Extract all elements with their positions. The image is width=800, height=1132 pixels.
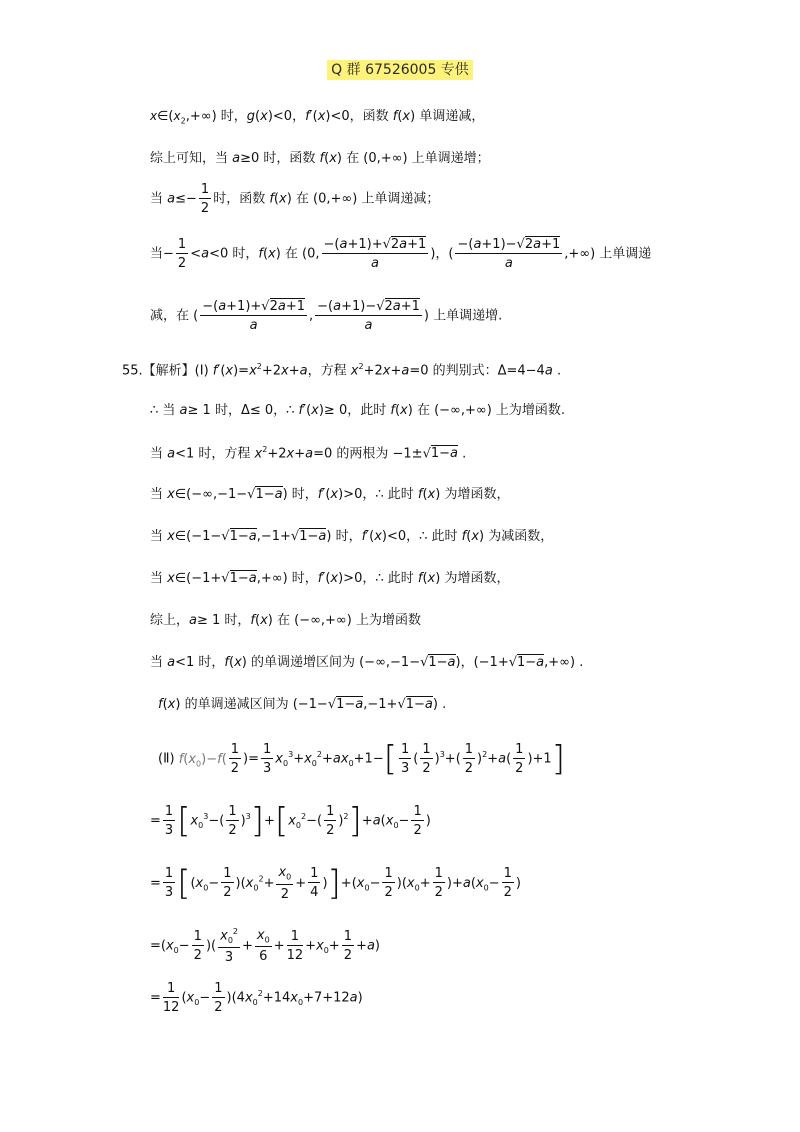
text-line-2: 当 a≤− $\frac{1}{2}$ 时，函数 f(x) 在 (0,+∞) 上单调递减； [150, 182, 440, 216]
text-line-17: $=(x_0-$ $\frac{1}{2}$ )( $\frac{x_0^2}{3}$ + $\frac{x_0}{6}$ + $\frac{1}{12}$ $+x_0+$ $\frac{1}{2}$ +a) [150, 927, 380, 965]
text-line-18: = $\frac{1}{12}$ ($x_0-$ $\frac{1}{2}$ )$(4x_0^2+14x_0+7+12a)$ [150, 981, 363, 1015]
text-line-11: 综上，a≥ 1 时，f(x) 在 (−∞,+∞) 上为增函数 [150, 613, 421, 628]
text-line-4: 减，在 ( $\frac{-(a+1)+√2a+1}{a}$ , $\frac{-(a+1)-√2a+1}{a}$ ) 上单调递增. [150, 299, 503, 333]
text-line-1: 综上可知，当 a≥0 时，函数 f(x) 在 (0,+∞) 上单调递增； [150, 151, 490, 166]
text-line-14: (Ⅱ) $f(x_0)-f$( $\frac{1}{2}$ )= $\frac{1}{3}$ $x_0^3+x_0^2+ax_0+1-$[ $\frac{1}{3}$ ( $\frac{1}{2}$ )$^3$+( $\frac{1}{2}$ )$^2$+a( $\frac{1}{2}$ )+1] [158, 739, 565, 779]
text-line-5: 55.【解析】(Ⅰ) $f'(x)=x^2+2x+a$，方程 $x^2+2x+a=0$ 的判别式：Δ=4−4a . [122, 362, 562, 379]
text-line-6: ∴ 当 a≥ 1 时，Δ≤ 0，∴ f′(x)≥ 0，此时 f(x) 在 (−∞,+∞) 上为增函数. [150, 403, 566, 418]
header-watermark: Q 群 67526005 专供 [0, 59, 800, 79]
text-line-12: 当 a<1 时，f(x) 的单调递增区间为 (−∞,−1−√1−a)，(−1+√1−a,+∞) . [150, 655, 584, 670]
text-line-13: f(x) 的单调递减区间为 (−1−√1−a,−1+√1−a) . [158, 697, 447, 712]
text-line-8: 当 x∈(−∞,−1−√1−a) 时，f′(x)>0，∴ 此时 f(x) 为增函数， [150, 487, 510, 502]
text-line-7: 当 a<1 时，方程 $x^2+2x+a=0$ 的两根为 −1±√1−a . [150, 445, 467, 462]
text-line-0: $x\in(x_2,+\infty)$ 时，g(x)<0，f′(x)<0，函数 f(x) 单调递减， [150, 109, 485, 126]
text-line-16: = $\frac{1}{3}$ [($x_0-$ $\frac{1}{2}$ )($x_0^2+$ $\frac{x_0}{2}$ + $\frac{1}{4}$ )]$+(x_0-$ $\frac{1}{2}$ )($x_0+$ $\frac{1}{2}$ )$+a(x_0-$ $\frac{1}{2}$ ) [150, 863, 521, 904]
text-line-9: 当 x∈(−1−√1−a,−1+√1−a) 时，f′(x)<0，∴ 此时 f(x) 为减函数， [150, 529, 554, 544]
text-line-15: = $\frac{1}{3}$ [$x_0^3-$( $\frac{1}{2}$ )$^3]+[x_0^2-$( $\frac{1}{2}$ )$^2]+a(x_0-$ $\frac{1}{2}$ ) [150, 801, 431, 841]
text-line-3: 当− $\frac{1}{2}$ <a<0 时，f(x) 在 (0, $\frac{-(a+1)+√2a+1}{a}$ )，( $\frac{-(a+1)-√2a+1}{a}$ ,+∞) 上单调递 [150, 237, 652, 271]
text-line-10: 当 x∈(−1+√1−a,+∞) 时，f′(x)>0，∴ 此时 f(x) 为增函数， [150, 571, 510, 586]
